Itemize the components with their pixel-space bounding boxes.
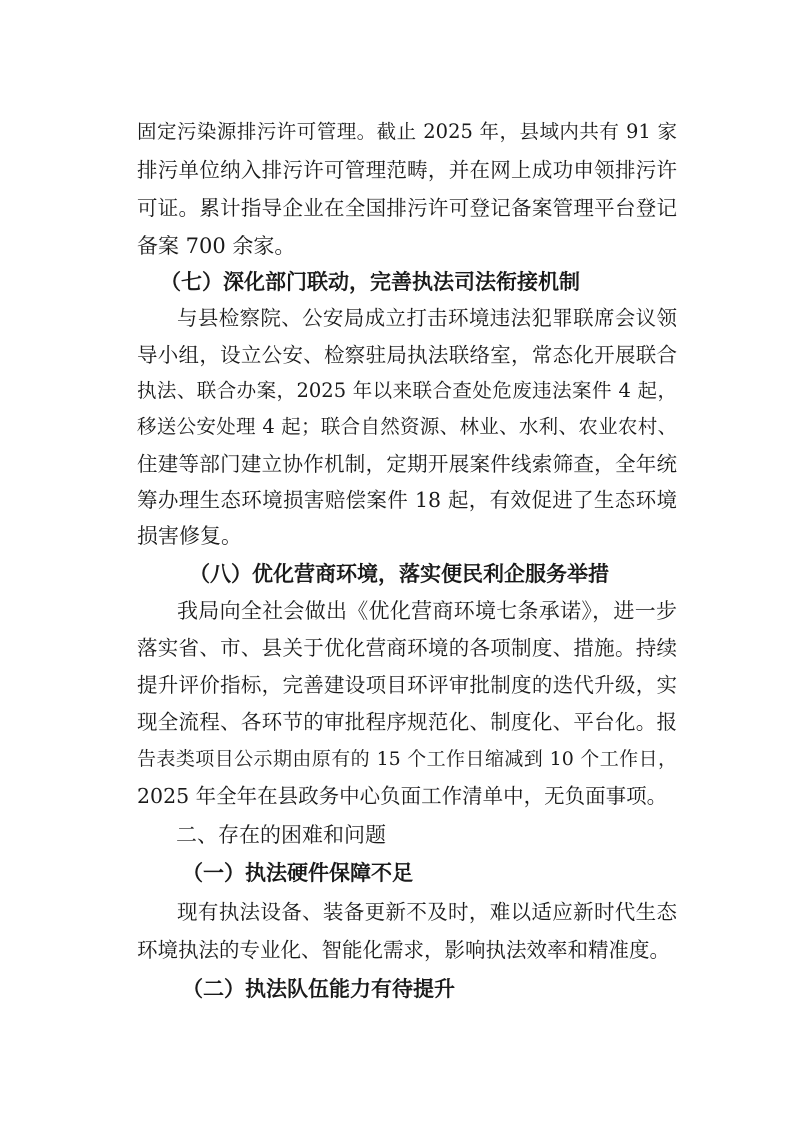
paragraph-line: 排污单位纳入排污许可管理范畴，并在网上成功申领排污许 [137,158,677,182]
paragraph-line: 告表类项目公示期由原有的 15 个工作日缩减到 10 个工作日， [137,748,677,770]
paragraph-line: 固定污染源排污许可管理。截止 2025 年，县域内共有 91 家 [137,120,677,143]
paragraph-line: 损害修复。 [137,524,242,548]
paragraph-line: 执法、联合办案，2025 年以来联合查处危废违法案件 4 起， [137,379,677,402]
paragraph-line: 与县检察院、公安局成立打击环境违法犯罪联席会议领 [177,306,677,330]
section-heading-2: （二）执法队伍能力有待提升 [182,977,455,1001]
paragraph-line: 移送公安处理 4 起；联合自然资源、林业、水利、农业农村、 [137,415,677,438]
paragraph-line: 落实省、市、县关于优化营商环境的各项制度、措施。持续 [137,636,677,660]
paragraph-line: 可证。累计指导企业在全国排污许可登记备案管理平台登记 [137,196,677,220]
paragraph-line: 2025 年全年在县政务中心负面工作清单中，无负面事项。 [137,784,668,808]
chapter-heading: 二、存在的困难和问题 [176,823,386,847]
paragraph-line: 住建等部门建立协作机制，定期开展案件线索筛查，全年统 [137,452,677,476]
paragraph-line: 我局向全社会做出《优化营商环境七条承诺》，进一步 [177,599,677,623]
section-heading-1: （一）执法硬件保障不足 [182,861,413,885]
section-heading-7: （七）深化部门联动，完善执法司法衔接机制 [160,270,580,294]
paragraph-line: 导小组，设立公安、检察驻局执法联络室，常态化开展联合 [137,343,677,367]
section-heading-8: （八）优化营商环境，落实便民利企服务举措 [189,562,609,586]
paragraph-line: 现有执法设备、装备更新不及时，难以适应新时代生态 [177,900,677,924]
paragraph-line: 环境执法的专业化、智能化需求，影响执法效率和精准度。 [137,938,670,962]
paragraph-line: 筹办理生态环境损害赔偿案件 18 起，有效促进了生态环境 [137,488,677,512]
paragraph-line: 备案 700 余家。 [137,234,296,258]
paragraph-line: 提升评价指标，完善建设项目环评审批制度的迭代升级，实 [137,673,677,697]
paragraph-line: 现全流程、各环节的审批程序规范化、制度化、平台化。报 [137,710,677,734]
